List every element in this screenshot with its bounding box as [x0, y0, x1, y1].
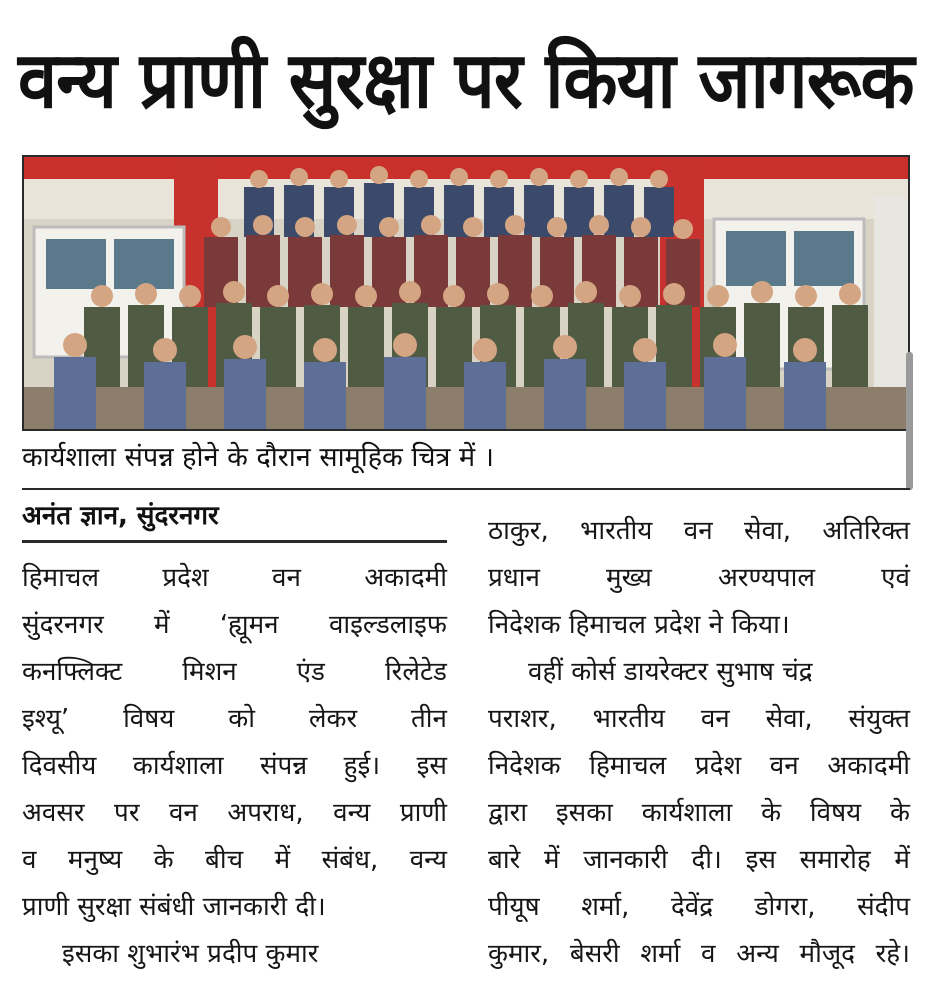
divider: [22, 488, 910, 490]
text-line: पीयूष शर्मा, देवेंद्र डोगरा, संदीप: [488, 892, 910, 922]
text-line: इश्यू’ विषय को लेकर तीन: [22, 704, 447, 734]
text-line: अवसर पर वन अपराध, वन्य प्राणी: [22, 798, 447, 828]
group-photo-illustration: [24, 157, 908, 429]
byline: अनंत ज्ञान, सुंदरनगर: [22, 501, 219, 531]
text-line: प्राणी सुरक्षा संबंधी जानकारी दी।: [22, 892, 326, 922]
article-column-right: [488, 508, 910, 978]
text-line: बारे में जानकारी दी। इस समारोह में: [488, 845, 910, 875]
byline-underline: [22, 540, 447, 543]
article-column-left: [22, 555, 447, 978]
text-line: व मनुष्य के बीच में संबंध, वन्य: [22, 845, 447, 875]
text-line: पराशर, भारतीय वन सेवा, संयुक्त: [488, 704, 910, 734]
text-line: निदेशक हिमाचल प्रदेश वन अकादमी: [488, 751, 910, 781]
scrollbar-thumb[interactable]: [906, 352, 913, 490]
text-line: वहीं कोर्स डायरेक्टर सुभाष चंद्र: [528, 657, 813, 687]
text-line: प्रधान मुख्य अरण्यपाल एवं: [488, 563, 910, 593]
text-line: हिमाचल प्रदेश वन अकादमी: [22, 563, 447, 593]
text-line: कनफ्लिक्ट मिशन एंड रिलेटेड: [22, 657, 447, 687]
text-line: सुंदरनगर में ‘ह्यूमन वाइल्डलाइफ: [22, 610, 447, 640]
photo-caption: कार्यशाला संपन्न होने के दौरान सामूहिक चित्र में ।: [22, 442, 494, 473]
text-line: कुमार, बेसरी शर्मा व अन्य मौजूद रहे।: [488, 939, 910, 969]
text-line: ठाकुर, भारतीय वन सेवा, अतिरिक्त: [488, 516, 910, 546]
text-line: दिवसीय कार्यशाला संपन्न हुई। इस: [22, 751, 447, 781]
headline: वन्य प्राणी सुरक्षा पर किया जागरूक: [18, 36, 914, 126]
text-line: इसका शुभारंभ प्रदीप कुमार: [62, 939, 319, 969]
text-line: निदेशक हिमाचल प्रदेश ने किया।: [488, 610, 790, 640]
text-line: द्वारा इसका कार्यशाला के विषय के: [488, 798, 910, 828]
group-photo: [22, 155, 910, 431]
